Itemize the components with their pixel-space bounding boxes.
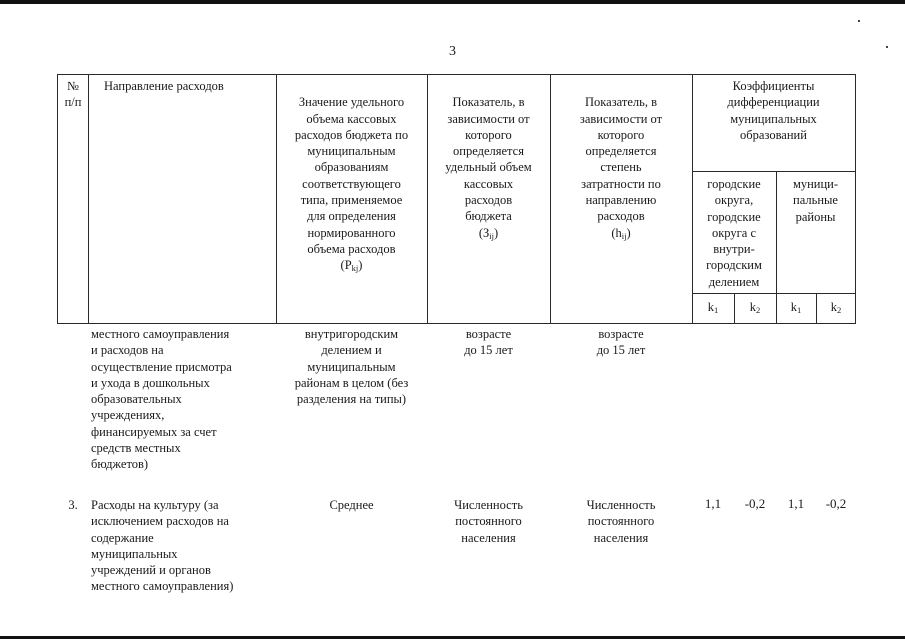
header-k1-urban: $k_1$	[707, 300, 719, 315]
scan-top-border	[0, 0, 905, 4]
row3-indicator-h: Численность постоянного населения	[586, 498, 656, 545]
header-direction: Направление расходов	[104, 79, 224, 93]
header-k2-urban: $k_2$	[749, 300, 761, 315]
continuation-indicator-z: возрасте до 15 лет	[464, 327, 513, 358]
continuation-value: внутригородским делением и муниципальным районам в целом (без разделения на типы)	[294, 327, 409, 407]
header-indicator-h: Показатель, в зависимости от которого определяется степень затратности по направлению расходов $(h_{ij})$	[579, 95, 663, 241]
row3-direction: Расходы на культуру (за исключением расходов на содержание муниципальных учреждений и органов местного самоуправления)	[91, 498, 234, 594]
continuation-indicator-h: возрасте до 15 лет	[596, 327, 646, 358]
row3-number: 3.	[68, 498, 78, 512]
scan-speck	[858, 20, 860, 22]
row3-k1-urban: 1,1	[704, 496, 722, 511]
header-indicator-z: Показатель, в зависимости от которого определяется удельный объем кассовых расходов бюджета $(З_{ij})$	[445, 95, 532, 241]
row3-k1-districts: 1,1	[787, 496, 805, 511]
row3-indicator-z: Численность постоянного населения	[454, 498, 523, 545]
header-municipal-districts: муници- пальные районы	[792, 177, 839, 224]
row3-k2-districts: -0,2	[825, 496, 847, 511]
header-number: № п/п	[64, 79, 82, 110]
header-specific-volume: Значение удельного объема кассовых расходов бюджета по муниципальным образованиям соответствующего типа, применяемое для определения нормированного объема расходов $(P_{kj})$	[294, 95, 409, 274]
page-number: 3	[449, 44, 456, 59]
header-urban-districts: городские округа, городские округа с внутри- городским делением	[706, 177, 762, 289]
header-coefficients: Коэффициенты дифференциации муниципальных образований	[727, 79, 820, 142]
header-k2-districts: $k_2$	[830, 300, 842, 315]
row3-k2-urban: -0,2	[744, 496, 766, 511]
header-k1-districts: $k_1$	[790, 300, 802, 315]
continuation-direction: местного самоуправления и расходов на осуществление присмотра и ухода в дошкольных образовательных учреждениях, финансируемых за счет средств местных бюджетов)	[91, 327, 232, 472]
row3-value: Среднее	[329, 498, 374, 512]
scan-bottom-border	[0, 636, 905, 639]
